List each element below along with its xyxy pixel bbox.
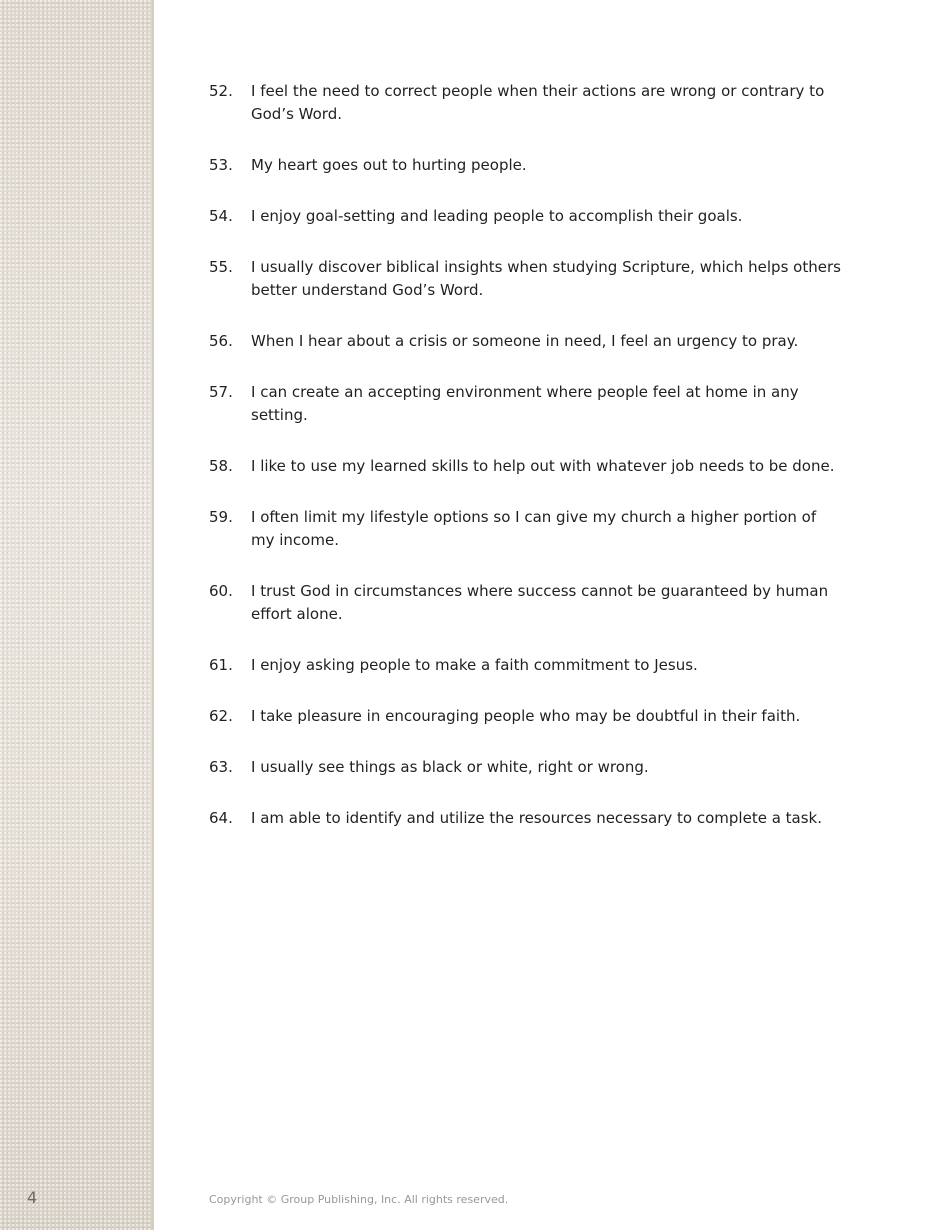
item-text: I usually see things as black or white, right or wrong.	[251, 758, 649, 776]
item-number: 58.	[209, 457, 233, 475]
list-item	[209, 455, 869, 478]
item-text: I often limit my lifestyle options so I can give my church a higher portion of my income.	[251, 508, 817, 549]
item-number: 61.	[209, 656, 233, 674]
item-number: 60.	[209, 582, 233, 600]
list-item	[209, 756, 869, 779]
item-number: 55.	[209, 258, 233, 276]
item-text: My heart goes out to hurting people.	[251, 156, 527, 174]
list-item	[209, 705, 869, 728]
list-item	[209, 654, 869, 677]
questionnaire-list	[209, 80, 869, 858]
item-text: I trust God in circumstances where success cannot be guaranteed by human effort alone.	[251, 582, 829, 623]
item-text: I feel the need to correct people when their actions are wrong or contrary to God’s Word.	[251, 82, 825, 123]
list-item	[209, 506, 869, 552]
item-number: 63.	[209, 758, 233, 776]
item-number: 59.	[209, 508, 233, 526]
item-text: I enjoy goal-setting and leading people to accomplish their goals.	[251, 207, 743, 225]
page-number: 4	[27, 1188, 38, 1207]
list-item	[209, 256, 869, 302]
item-number: 62.	[209, 707, 233, 725]
list-item	[209, 580, 869, 626]
item-text: I enjoy asking people to make a faith commitment to Jesus.	[251, 656, 698, 674]
copyright-notice: Copyright © Group Publishing, Inc. All rights reserved.	[209, 1193, 509, 1206]
list-item	[209, 330, 869, 353]
item-text: I am able to identify and utilize the resources necessary to complete a task.	[251, 809, 823, 827]
item-text: I usually discover biblical insights when studying Scripture, which helps others better understand God’s Word.	[251, 258, 841, 299]
item-text: I can create an accepting environment where people feel at home in any setting.	[251, 383, 799, 424]
list-item	[209, 381, 869, 427]
list-item	[209, 80, 869, 126]
item-number: 64.	[209, 809, 233, 827]
list-item	[209, 807, 869, 830]
item-number: 54.	[209, 207, 233, 225]
item-number: 56.	[209, 332, 233, 350]
textured-sidebar	[0, 0, 154, 1230]
item-number: 52.	[209, 82, 233, 100]
item-number: 57.	[209, 383, 233, 401]
item-text: When I hear about a crisis or someone in need, I feel an urgency to pray.	[251, 332, 799, 350]
sidebar-divider	[152, 0, 154, 1230]
list-item	[209, 154, 869, 177]
item-number: 53.	[209, 156, 233, 174]
item-text: I like to use my learned skills to help out with whatever job needs to be done.	[251, 457, 835, 475]
item-text: I take pleasure in encouraging people who may be doubtful in their faith.	[251, 707, 801, 725]
list-item	[209, 205, 869, 228]
